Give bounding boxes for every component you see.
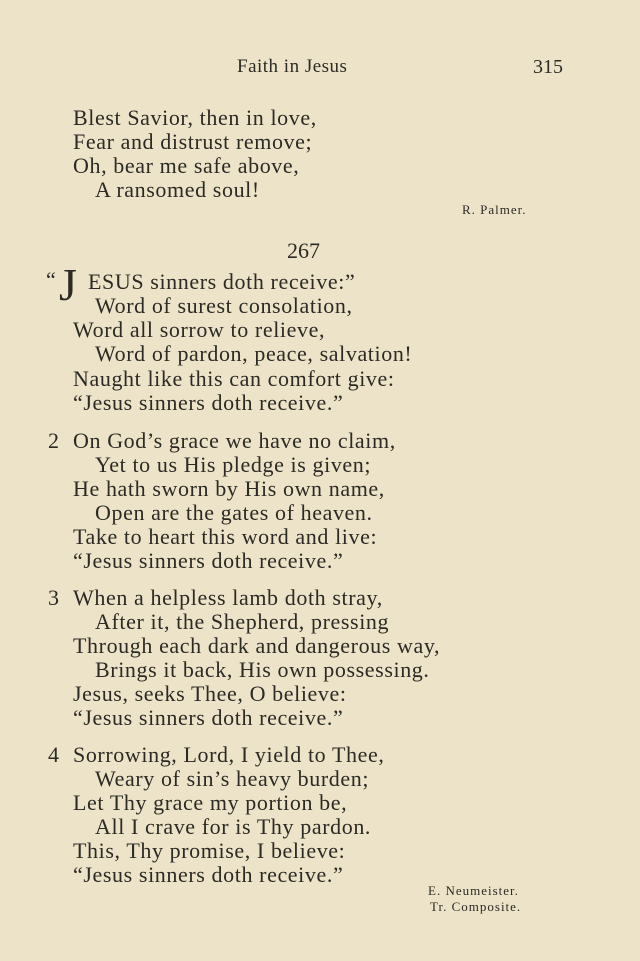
hymn-author: E. Neumeister. <box>428 883 519 898</box>
verse3-line: Brings it back, His own possessing. <box>95 657 430 682</box>
prev-hymn-attribution: R. Palmer. <box>462 202 527 217</box>
verse-number: 3 <box>48 585 59 610</box>
verse3-line: Jesus, seeks Thee, O believe: <box>73 681 347 706</box>
prev-hymn-line: Blest Savior, then in love, <box>73 105 317 130</box>
verse3-line: Through each dark and dangerous way, <box>73 633 441 658</box>
running-header-title: Faith in Jesus <box>237 56 348 77</box>
verse3-line: After it, the Shepherd, pressing <box>95 609 390 634</box>
hymn-number: 267 <box>287 238 320 263</box>
verse1-line: Word all sorrow to relieve, <box>73 317 326 342</box>
prev-hymn-line: Fear and distrust remove; <box>73 129 313 154</box>
verse2-line: Open are the gates of heaven. <box>95 500 373 525</box>
verse2-line: He hath sworn by His own name, <box>73 476 385 501</box>
verse3-line: When a helpless lamb doth stray, <box>73 585 383 610</box>
verse3-line: “Jesus sinners doth receive.” <box>73 705 344 730</box>
opening-quote: “ <box>46 267 57 292</box>
verse-number: 4 <box>48 742 59 767</box>
hymn-translator: Tr. Composite. <box>430 899 522 914</box>
verse4-line: This, Thy promise, I believe: <box>73 838 346 863</box>
verse1-line: “Jesus sinners doth receive.” <box>73 390 344 415</box>
verse4-line: Sorrowing, Lord, I yield to Thee, <box>73 742 385 767</box>
drop-cap: J <box>59 259 77 310</box>
verse1-line: Naught like this can comfort give: <box>73 366 395 391</box>
verse1-line: Word of pardon, peace, salvation! <box>95 341 413 366</box>
verse2-line: “Jesus sinners doth receive.” <box>73 548 344 573</box>
page-number: 315 <box>533 56 563 78</box>
verse4-line: Let Thy grace my portion be, <box>73 790 348 815</box>
verse2-line: Yet to us His pledge is given; <box>95 452 372 477</box>
verse2-line: On God’s grace we have no claim, <box>73 428 396 453</box>
verse4-line: Weary of sin’s heavy burden; <box>95 766 370 791</box>
verse1-line: Word of surest consolation, <box>95 293 353 318</box>
verse-number: 2 <box>48 428 59 453</box>
verse4-line: “Jesus sinners doth receive.” <box>73 862 344 887</box>
verse1-first-line: ESUS sinners doth receive:” <box>88 269 356 294</box>
verse4-line: All I crave for is Thy pardon. <box>95 814 372 839</box>
verse2-line: Take to heart this word and live: <box>73 524 378 549</box>
prev-hymn-line: Oh, bear me safe above, <box>73 153 300 178</box>
prev-hymn-line: A ransomed soul! <box>95 177 260 202</box>
